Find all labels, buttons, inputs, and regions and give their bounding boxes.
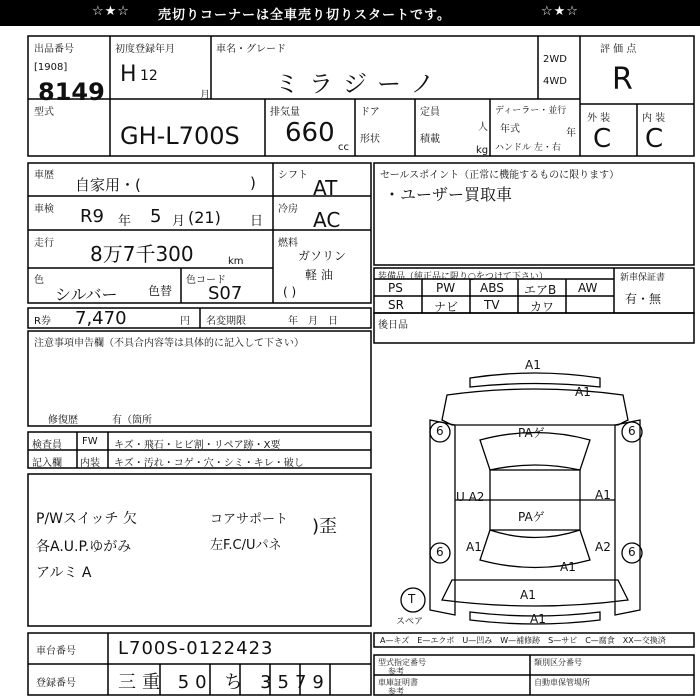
model-label: 型式 — [34, 107, 54, 118]
color-code-value: S07 — [208, 283, 243, 304]
int-value: C — [645, 124, 664, 154]
color-code-label: 色コード — [186, 275, 226, 286]
spare-mark: T — [408, 592, 416, 606]
ac-label: 冷房 — [278, 204, 298, 215]
inspect-value: R9 — [80, 206, 104, 227]
fw-key: FW — [82, 436, 98, 447]
name-change-label: 名変期限 — [206, 316, 246, 327]
drive-2wd: 2WD — [543, 54, 567, 65]
damage-mark: A1 — [595, 488, 611, 502]
inspect-label: 車検 — [34, 204, 54, 215]
fw-options: キズ・飛石・ヒビ割・リペア跡・X要 — [114, 440, 281, 451]
damage-mark: A1 — [560, 560, 576, 574]
inspect-year: 年 — [118, 214, 132, 229]
spare-label: スペア — [396, 617, 424, 627]
mass-label: 自動車保管場所 — [534, 678, 590, 687]
reg-month-unit: 月 — [200, 90, 210, 101]
cap-unit: 人 — [478, 122, 488, 133]
due-sub: 参考 — [388, 687, 404, 696]
recycle-unit: 円 — [180, 316, 190, 327]
equipment-item: TV — [484, 298, 500, 312]
inspect-month-value: 5 — [150, 206, 162, 227]
name-label: 車名・グレード — [216, 44, 286, 55]
equipment-item: PS — [388, 281, 403, 295]
mileage-label: 走行 — [34, 238, 54, 249]
drive-4wd: 4WD — [543, 76, 567, 87]
fuel-paren: ( ) — [283, 285, 297, 299]
lot-label: 出品番号 — [34, 44, 74, 55]
car-name: ミラジーノ — [275, 70, 445, 98]
equipment-item: PW — [436, 281, 456, 295]
model-value: GH-L700S — [120, 122, 240, 150]
repair-value: 有（箇所 — [112, 415, 152, 426]
note-line: )歪 — [312, 516, 338, 537]
banner-stars-right: ☆★☆ — [541, 4, 579, 19]
inspect-day: (21) — [188, 208, 221, 227]
disp-value: 660 — [285, 118, 335, 148]
note-line: 各A.U.P.ゆがみ — [36, 539, 132, 555]
cert-label: 型式指定番号 — [378, 658, 426, 667]
reg-label: 初度登録年月 — [115, 44, 175, 55]
equipment-item: SR — [388, 298, 404, 312]
damage-mark: A1 — [520, 588, 536, 602]
mileage-value: 8万7千300 — [90, 242, 194, 266]
plate-value: 三重 50 ち 3579 — [118, 672, 330, 693]
cap-label: 定員 — [420, 107, 440, 118]
ext-value: C — [593, 124, 612, 154]
interior-key: 内装 — [80, 458, 100, 469]
banner-text: 売切りコーナーは全車売り切りスタートです。 — [158, 8, 451, 23]
notes-label: 注意事項申告欄（不具合内容等は具体的に記入して下さい） — [34, 338, 304, 349]
ac-value: AC — [313, 208, 341, 232]
note-line: 左F.C/Uパネ — [210, 538, 282, 553]
damage-mark: PAゲ — [518, 510, 545, 524]
damage-mark: PAゲ — [518, 426, 545, 440]
score-label: 評 価 点 — [600, 44, 637, 55]
damage-mark: U A2 — [456, 490, 485, 504]
new-warranty-label: 新車保証書 — [620, 273, 666, 283]
disp-label: 排気量 — [270, 107, 300, 118]
load-label: 積載 — [420, 134, 440, 145]
history-value: 自家用・( — [75, 176, 141, 194]
cert-sub: 参考 — [388, 667, 404, 676]
rear-seat-label: 後日品 — [378, 320, 408, 331]
equipment-item: ナビ — [434, 300, 459, 314]
repair-label: 修復歴 — [48, 415, 78, 426]
color-label: 色 — [34, 275, 44, 286]
shift-value: AT — [313, 176, 338, 200]
inspect-month: 月 — [172, 214, 186, 229]
damage-mark: A1 — [525, 358, 541, 372]
color-value: シルバー — [55, 285, 118, 304]
warranty-value: 有・無 — [625, 292, 662, 306]
shift-label: シフト — [278, 170, 308, 181]
note-line: アルミ A — [36, 565, 92, 581]
damage-mark: A1 — [466, 540, 482, 554]
damage-mark: 6 — [436, 424, 444, 438]
interior-options: キズ・汚れ・コゲ・穴・シミ・キレ・破し — [114, 458, 304, 469]
history-close: ) — [250, 174, 256, 192]
name-change-date: 年 月 日 — [288, 316, 338, 327]
inspect-day-unit: 日 — [250, 214, 264, 229]
damage-mark: A1 — [575, 385, 591, 399]
damage-mark: A2 — [595, 540, 611, 554]
equipment-item: AW — [578, 281, 598, 295]
sales-label: セールスポイント（正常に機能するものに限ります） — [380, 170, 620, 181]
fuel-gas: ガソリン — [298, 249, 347, 263]
damage-mark: A1 — [530, 612, 546, 626]
note-line: コアサポート — [210, 512, 289, 527]
history-label: 車歴 — [34, 170, 54, 181]
color-change-label: 色替 — [148, 284, 173, 298]
int-label: 内 装 — [642, 113, 666, 124]
entry-label: 記入欄 — [32, 458, 62, 469]
class-label: 類別区分番号 — [534, 658, 582, 667]
mileage-unit: km — [228, 256, 244, 267]
equipment-item: ABS — [480, 281, 504, 295]
reg-year: 12 — [140, 68, 158, 84]
damage-mark: 6 — [436, 545, 444, 559]
fuel-diesel: 軽 油 — [305, 268, 333, 282]
due-label: 車庫証明書 — [378, 678, 418, 687]
lot-sub: [1908] — [34, 62, 68, 73]
plate-label: 登録番号 — [36, 678, 76, 689]
banner-stars-left: ☆★☆ — [92, 4, 130, 19]
damage-mark: 6 — [628, 424, 636, 438]
shape-label: 形状 — [360, 134, 380, 145]
inspector-label: 検査員 — [32, 440, 62, 451]
handle-label: ハンドル 左・右 — [495, 143, 561, 153]
reg-era: H — [120, 62, 137, 87]
damage-legend: A—キズ E—エクボ U—凹み W—補修跡 S—サビ C—腐食 XX—交換済 — [380, 636, 666, 645]
chassis-value: L700S-0122423 — [118, 638, 274, 659]
year-label: 年式 — [500, 124, 520, 135]
ext-label: 外 装 — [587, 113, 611, 124]
lot-number: 8149 — [38, 78, 105, 106]
chassis-label: 車台番号 — [36, 646, 76, 657]
equipment-label: 装備品（純正品に限り○をつけて下さい） — [378, 272, 548, 282]
door-label: ドア — [360, 107, 380, 118]
load-unit: kg — [476, 145, 489, 156]
damage-mark: 6 — [628, 545, 636, 559]
note-line: P/Wスイッチ 欠 — [36, 511, 137, 527]
score-value: R — [612, 62, 633, 97]
equipment-item: カワ — [530, 300, 555, 314]
equipment-item: エアB — [524, 283, 557, 297]
year-unit: 年 — [566, 128, 576, 139]
disp-unit: cc — [338, 142, 349, 153]
sales-text: ・ユーザー買取車 — [384, 185, 513, 204]
recycle-label: R券 — [34, 316, 51, 327]
fuel-label: 燃料 — [278, 238, 298, 249]
dealer-label: ディーラー・並行 — [495, 106, 567, 116]
recycle-value: 7,470 — [75, 308, 127, 329]
